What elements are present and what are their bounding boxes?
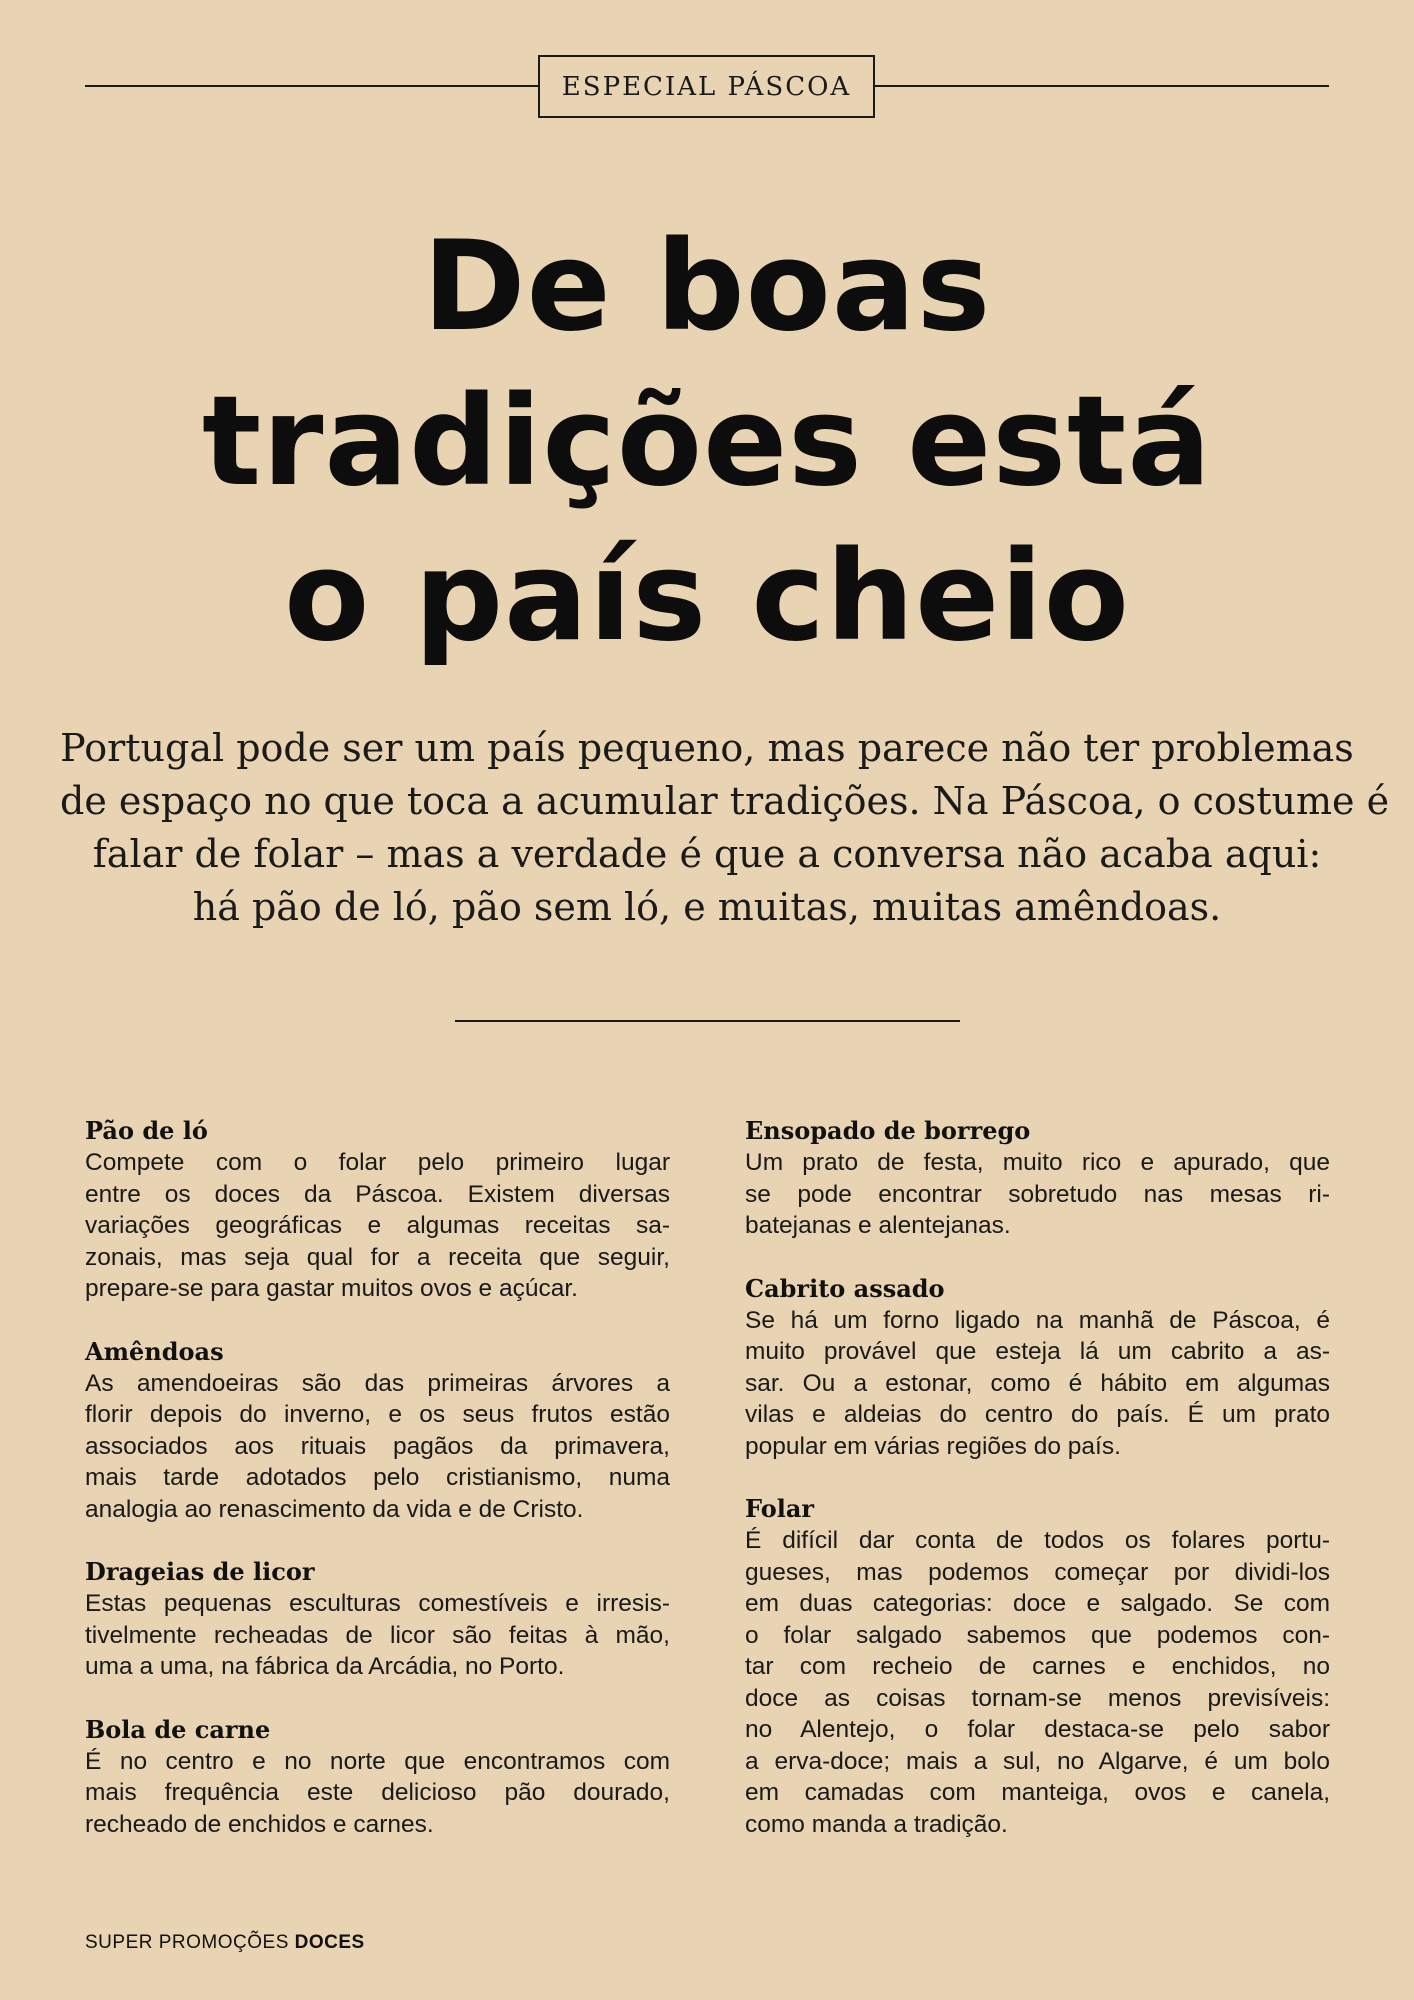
page-title: [0, 210, 1414, 675]
entry-line: mais frequência este delicioso pão dourado,: [85, 1779, 670, 1806]
entry-line: É difícil dar conta de todos os folares portu-: [745, 1527, 1330, 1554]
entry-line: zonais, mas seja qual for a receita que seguir,: [85, 1243, 670, 1271]
footer-publication: SUPER PROMOÇÕES: [85, 1932, 289, 1953]
entry-line: tivelmente recheadas de licor são feitas à mão,: [85, 1621, 670, 1649]
entry-line: Se há um forno ligado na manhã de Páscoa, é: [745, 1306, 1330, 1334]
entry-title: Drageias de licor: [85, 1557, 315, 1586]
entry-line: como manda a tradição.: [745, 1810, 1008, 1838]
page-title-line: tradições está: [202, 370, 1212, 514]
entry-line: batejanas e alentejanas.: [745, 1212, 1011, 1239]
entry-pao-de-lo: [85, 1115, 670, 1305]
left-column: [85, 1115, 670, 1871]
lead-line: falar de folar – mas a verdade é que a conversa não acaba aqui:: [92, 832, 1322, 876]
entry-line: mais tarde adotados pelo cristianismo, numa: [85, 1464, 670, 1491]
entry-ensopado-de-borrego: [745, 1115, 1330, 1242]
entry-title: Cabrito assado: [745, 1273, 945, 1303]
page-title-line: De boas: [422, 215, 992, 359]
lead-line: há pão de ló, pão sem ló, e muitas, muitas amêndoas.: [192, 885, 1222, 929]
entry-line: Um prato de festa, muito rico e apurado, que: [745, 1149, 1330, 1176]
entry-line: As amendoeiras são das primeiras árvores a: [85, 1369, 670, 1397]
entry-title: Bola de carne: [85, 1714, 271, 1744]
entry-line: em camadas com manteiga, ovos e canela,: [745, 1779, 1330, 1806]
right-column: [745, 1115, 1330, 1871]
entry-line: sar. Ou a estonar, como é hábito em algumas: [745, 1369, 1330, 1397]
footer-section: DOCES: [294, 1932, 365, 1953]
entry-line: recheado de enchidos e carnes.: [85, 1810, 434, 1838]
entry-line: florir depois do inverno, e os seus frutos estão: [85, 1401, 670, 1428]
entry-line: em duas categorias: doce e salgado. Se com: [745, 1590, 1330, 1617]
entry-line: Compete com o folar pelo primeiro lugar: [85, 1149, 670, 1176]
page-footer: [85, 1932, 365, 1954]
entry-folar: [745, 1493, 1330, 1840]
entry-line: doce as coisas tornam-se menos previsíveis:: [745, 1684, 1330, 1712]
entry-line: popular em várias regiões do país.: [745, 1432, 1121, 1460]
section-divider: [455, 1020, 960, 1022]
entry-line: associados aos rituais pagãos da primavera,: [85, 1432, 670, 1460]
entry-line: muito provável que esteja lá um cabrito a as-: [745, 1338, 1330, 1365]
entry-title: Ensopado de borrego: [745, 1116, 1031, 1145]
entry-line: prepare-se para gastar muitos ovos e açúcar.: [85, 1275, 578, 1302]
section-tag: ESPECIAL PÁSCOA: [538, 55, 875, 118]
entry-title: Folar: [745, 1494, 815, 1523]
entry-line: se pode encontrar sobretudo nas mesas ri-: [745, 1180, 1330, 1208]
entry-line: uma a uma, na fábrica da Arcádia, no Porto.: [85, 1653, 565, 1680]
entry-bola-de-carne: [85, 1714, 670, 1841]
entry-line: analogia ao renascimento da vida e de Cristo.: [85, 1495, 584, 1523]
entry-line: a erva-doce; mais a sul, no Algarve, é um bolo: [745, 1747, 1330, 1775]
entry-cabrito-assado: [745, 1273, 1330, 1463]
entry-amendoas: [85, 1336, 670, 1526]
entry-line: tar com recheio de carnes e enchidos, no: [745, 1653, 1330, 1680]
entry-title: Amêndoas: [85, 1336, 224, 1366]
entry-line: o folar salgado sabemos que podemos con-: [745, 1621, 1330, 1649]
page-title-line: o país cheio: [284, 525, 1130, 669]
entry-drageias-de-licor: [85, 1556, 670, 1683]
header-rule-right: [875, 85, 1329, 87]
lead-line: Portugal pode ser um país pequeno, mas parece não ter problemas: [60, 726, 1354, 770]
entry-line: vilas e aldeias do centro do país. É um prato: [745, 1401, 1330, 1428]
entry-line: Estas pequenas esculturas comestíveis e irresis-: [85, 1590, 670, 1617]
lead-line: de espaço no que toca a acumular tradições. Na Páscoa, o costume é: [60, 779, 1390, 823]
entry-line: variações geográficas e algumas receitas sa-: [85, 1212, 670, 1239]
entry-title: Pão de ló: [85, 1116, 208, 1145]
entry-line: entre os doces da Páscoa. Existem diversas: [85, 1180, 670, 1208]
entry-line: gueses, mas podemos começar por dividi-los: [745, 1558, 1330, 1586]
entry-line: É no centro e no norte que encontramos com: [85, 1747, 670, 1775]
lead-paragraph: [60, 722, 1390, 934]
header-rule-left: [85, 85, 538, 87]
entry-line: no Alentejo, o folar destaca-se pelo sabor: [745, 1716, 1330, 1743]
